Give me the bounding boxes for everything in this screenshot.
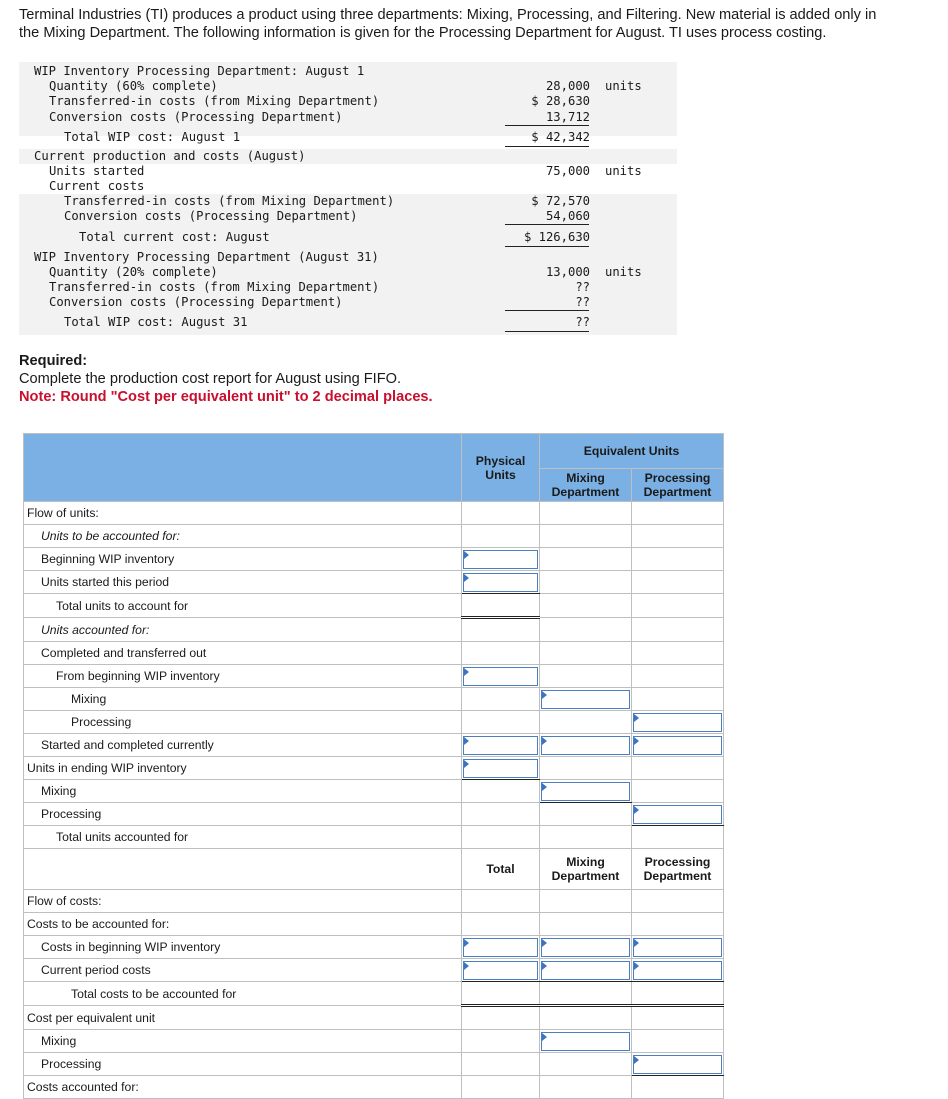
- total-wip-end-value: ??: [575, 315, 590, 329]
- quantity-begin-value: 28,000: [545, 79, 590, 93]
- started-completed-physical-input[interactable]: [463, 736, 538, 755]
- ti-begin-value: $ 28,630: [531, 94, 590, 108]
- row-label: Costs in beginning WIP inventory: [24, 936, 462, 959]
- conv-begin-value: 13,712: [545, 110, 590, 124]
- from-begin-mixing-input[interactable]: [541, 690, 630, 709]
- table-row: [24, 959, 724, 982]
- table-row: [24, 982, 724, 1006]
- from-begin-processing-input[interactable]: [633, 713, 722, 732]
- quantity-begin-label: Quantity (60% complete): [49, 79, 218, 93]
- costs-begin-total-input[interactable]: [463, 938, 538, 957]
- units-label: units: [605, 79, 642, 93]
- conv-costs-label: Conversion costs (Processing Department): [49, 295, 343, 309]
- row-label: Costs accounted for:: [24, 1076, 462, 1099]
- conv-end-value: ??: [575, 295, 590, 309]
- table-row: [24, 548, 724, 571]
- ending-wip-mixing-input[interactable]: [541, 782, 630, 801]
- production-cost-report: [23, 433, 724, 1099]
- table-row: [24, 525, 724, 548]
- row-label: Processing: [24, 803, 462, 826]
- intro-line-2: the Mixing Department. The following information is given for the Processing Department for August. TI uses process costing.: [19, 25, 827, 41]
- conv-current-value: 54,060: [545, 209, 590, 223]
- table-row: [24, 780, 724, 803]
- table-row: [24, 803, 724, 826]
- rounding-note: Note: Round "Cost per equivalent unit" to 2 decimal places.: [19, 389, 433, 405]
- table-row: [24, 594, 724, 618]
- equivalent-units-header: Equivalent Units: [540, 434, 724, 469]
- row-label: Total costs to be accounted for: [24, 982, 462, 1006]
- row-label: Current period costs: [24, 959, 462, 982]
- row-label: Started and completed currently: [24, 734, 462, 757]
- ending-wip-physical-input[interactable]: [463, 759, 538, 778]
- current-costs-total-input[interactable]: [463, 961, 538, 980]
- quantity-end-label: Quantity (20% complete): [49, 265, 218, 279]
- mixing-dept-header-2: Mixing Department: [540, 849, 632, 890]
- ti-costs-label: Transferred-in costs (from Mixing Department): [49, 94, 380, 108]
- started-completed-mixing-input[interactable]: [541, 736, 630, 755]
- ti-end-value: ??: [575, 280, 590, 294]
- table-row: [24, 734, 724, 757]
- row-label: Total units accounted for: [24, 826, 462, 849]
- conv-costs-label: Conversion costs (Processing Department): [49, 110, 343, 124]
- row-label: From beginning WIP inventory: [24, 665, 462, 688]
- physical-units-header: Physical Units: [462, 434, 540, 502]
- units-label: units: [605, 265, 642, 279]
- table-row: [24, 826, 724, 849]
- row-label: Units to be accounted for:: [24, 525, 462, 548]
- started-completed-processing-input[interactable]: [633, 736, 722, 755]
- intro-line-1: Terminal Industries (TI) produces a product using three departments: Mixing, Processing, and Filtering. New material is added only in: [19, 7, 877, 23]
- conv-costs-label: Conversion costs (Processing Department): [64, 209, 358, 223]
- table-row: [24, 890, 724, 913]
- row-label: Flow of costs:: [24, 890, 462, 913]
- row-label: Mixing: [24, 1030, 462, 1053]
- current-costs-mixing-input[interactable]: [541, 961, 630, 980]
- current-costs-label: Current costs: [49, 179, 145, 193]
- row-label: Mixing: [24, 688, 462, 711]
- units-started-label: Units started: [49, 164, 145, 178]
- table-row: [24, 618, 724, 642]
- table-row: [24, 502, 724, 525]
- table-row: [24, 1053, 724, 1076]
- table-row: [24, 688, 724, 711]
- row-label: Processing: [24, 1053, 462, 1076]
- wip-begin-title: WIP Inventory Processing Department: August 1: [34, 64, 365, 78]
- total-wip-end-label: Total WIP cost: August 31: [64, 315, 248, 329]
- header-blank: [24, 434, 462, 502]
- total-wip-begin-label: Total WIP cost: August 1: [64, 130, 241, 144]
- given-information-table: [19, 62, 677, 335]
- processing-dept-header: Processing Department: [632, 469, 724, 502]
- cost-per-eu-mixing-input[interactable]: [541, 1032, 630, 1051]
- total-current-label: Total current cost: August: [79, 230, 270, 244]
- ti-costs-label: Transferred-in costs (from Mixing Department): [49, 280, 380, 294]
- required-title: Required:: [19, 353, 88, 369]
- row-label: Flow of units:: [24, 502, 462, 525]
- table-row: [24, 1006, 724, 1030]
- required-text: Complete the production cost report for August using FIFO.: [19, 371, 402, 387]
- total-wip-begin-value: $ 42,342: [531, 130, 590, 144]
- ending-wip-processing-input[interactable]: [633, 805, 722, 824]
- units-label: units: [605, 164, 642, 178]
- table-row: [24, 757, 724, 780]
- row-label: Total units to account for: [24, 594, 462, 618]
- begin-wip-physical-input[interactable]: [463, 550, 538, 569]
- costs-header-row: [24, 849, 724, 890]
- total-header: Total: [462, 849, 540, 890]
- required-section: [19, 352, 433, 406]
- table-row: [24, 936, 724, 959]
- table-row: [24, 571, 724, 594]
- from-begin-physical-input[interactable]: [463, 667, 538, 686]
- row-label: Units accounted for:: [24, 618, 462, 642]
- row-label: Units in ending WIP inventory: [24, 757, 462, 780]
- row-label: Completed and transferred out: [24, 642, 462, 665]
- table-row: [24, 665, 724, 688]
- row-label: Units started this period: [24, 571, 462, 594]
- ti-costs-label: Transferred-in costs (from Mixing Department): [64, 194, 395, 208]
- row-label: Costs to be accounted for:: [24, 913, 462, 936]
- cost-per-eu-processing-input[interactable]: [633, 1055, 722, 1074]
- table-row: [24, 1076, 724, 1099]
- row-label: Cost per equivalent unit: [24, 1006, 462, 1030]
- processing-dept-header-2: Processing Department: [632, 849, 724, 890]
- row-label: Mixing: [24, 780, 462, 803]
- costs-begin-processing-input[interactable]: [633, 938, 722, 957]
- mixing-dept-header: Mixing Department: [540, 469, 632, 502]
- wip-end-title: WIP Inventory Processing Department (August 31): [34, 250, 379, 264]
- row-label: Beginning WIP inventory: [24, 548, 462, 571]
- current-costs-processing-input[interactable]: [633, 961, 722, 980]
- quantity-end-value: 13,000: [545, 265, 590, 279]
- table-row: [24, 711, 724, 734]
- table-row: [24, 913, 724, 936]
- total-current-value: $ 126,630: [523, 230, 590, 244]
- units-started-value: 75,000: [545, 164, 590, 178]
- problem-intro: [19, 6, 944, 42]
- row-label: Processing: [24, 711, 462, 734]
- table-row: [24, 642, 724, 665]
- current-production-title: Current production and costs (August): [34, 149, 306, 163]
- ti-current-value: $ 72,570: [531, 194, 590, 208]
- table-row: [24, 1030, 724, 1053]
- started-physical-input[interactable]: [463, 573, 538, 592]
- costs-begin-mixing-input[interactable]: [541, 938, 630, 957]
